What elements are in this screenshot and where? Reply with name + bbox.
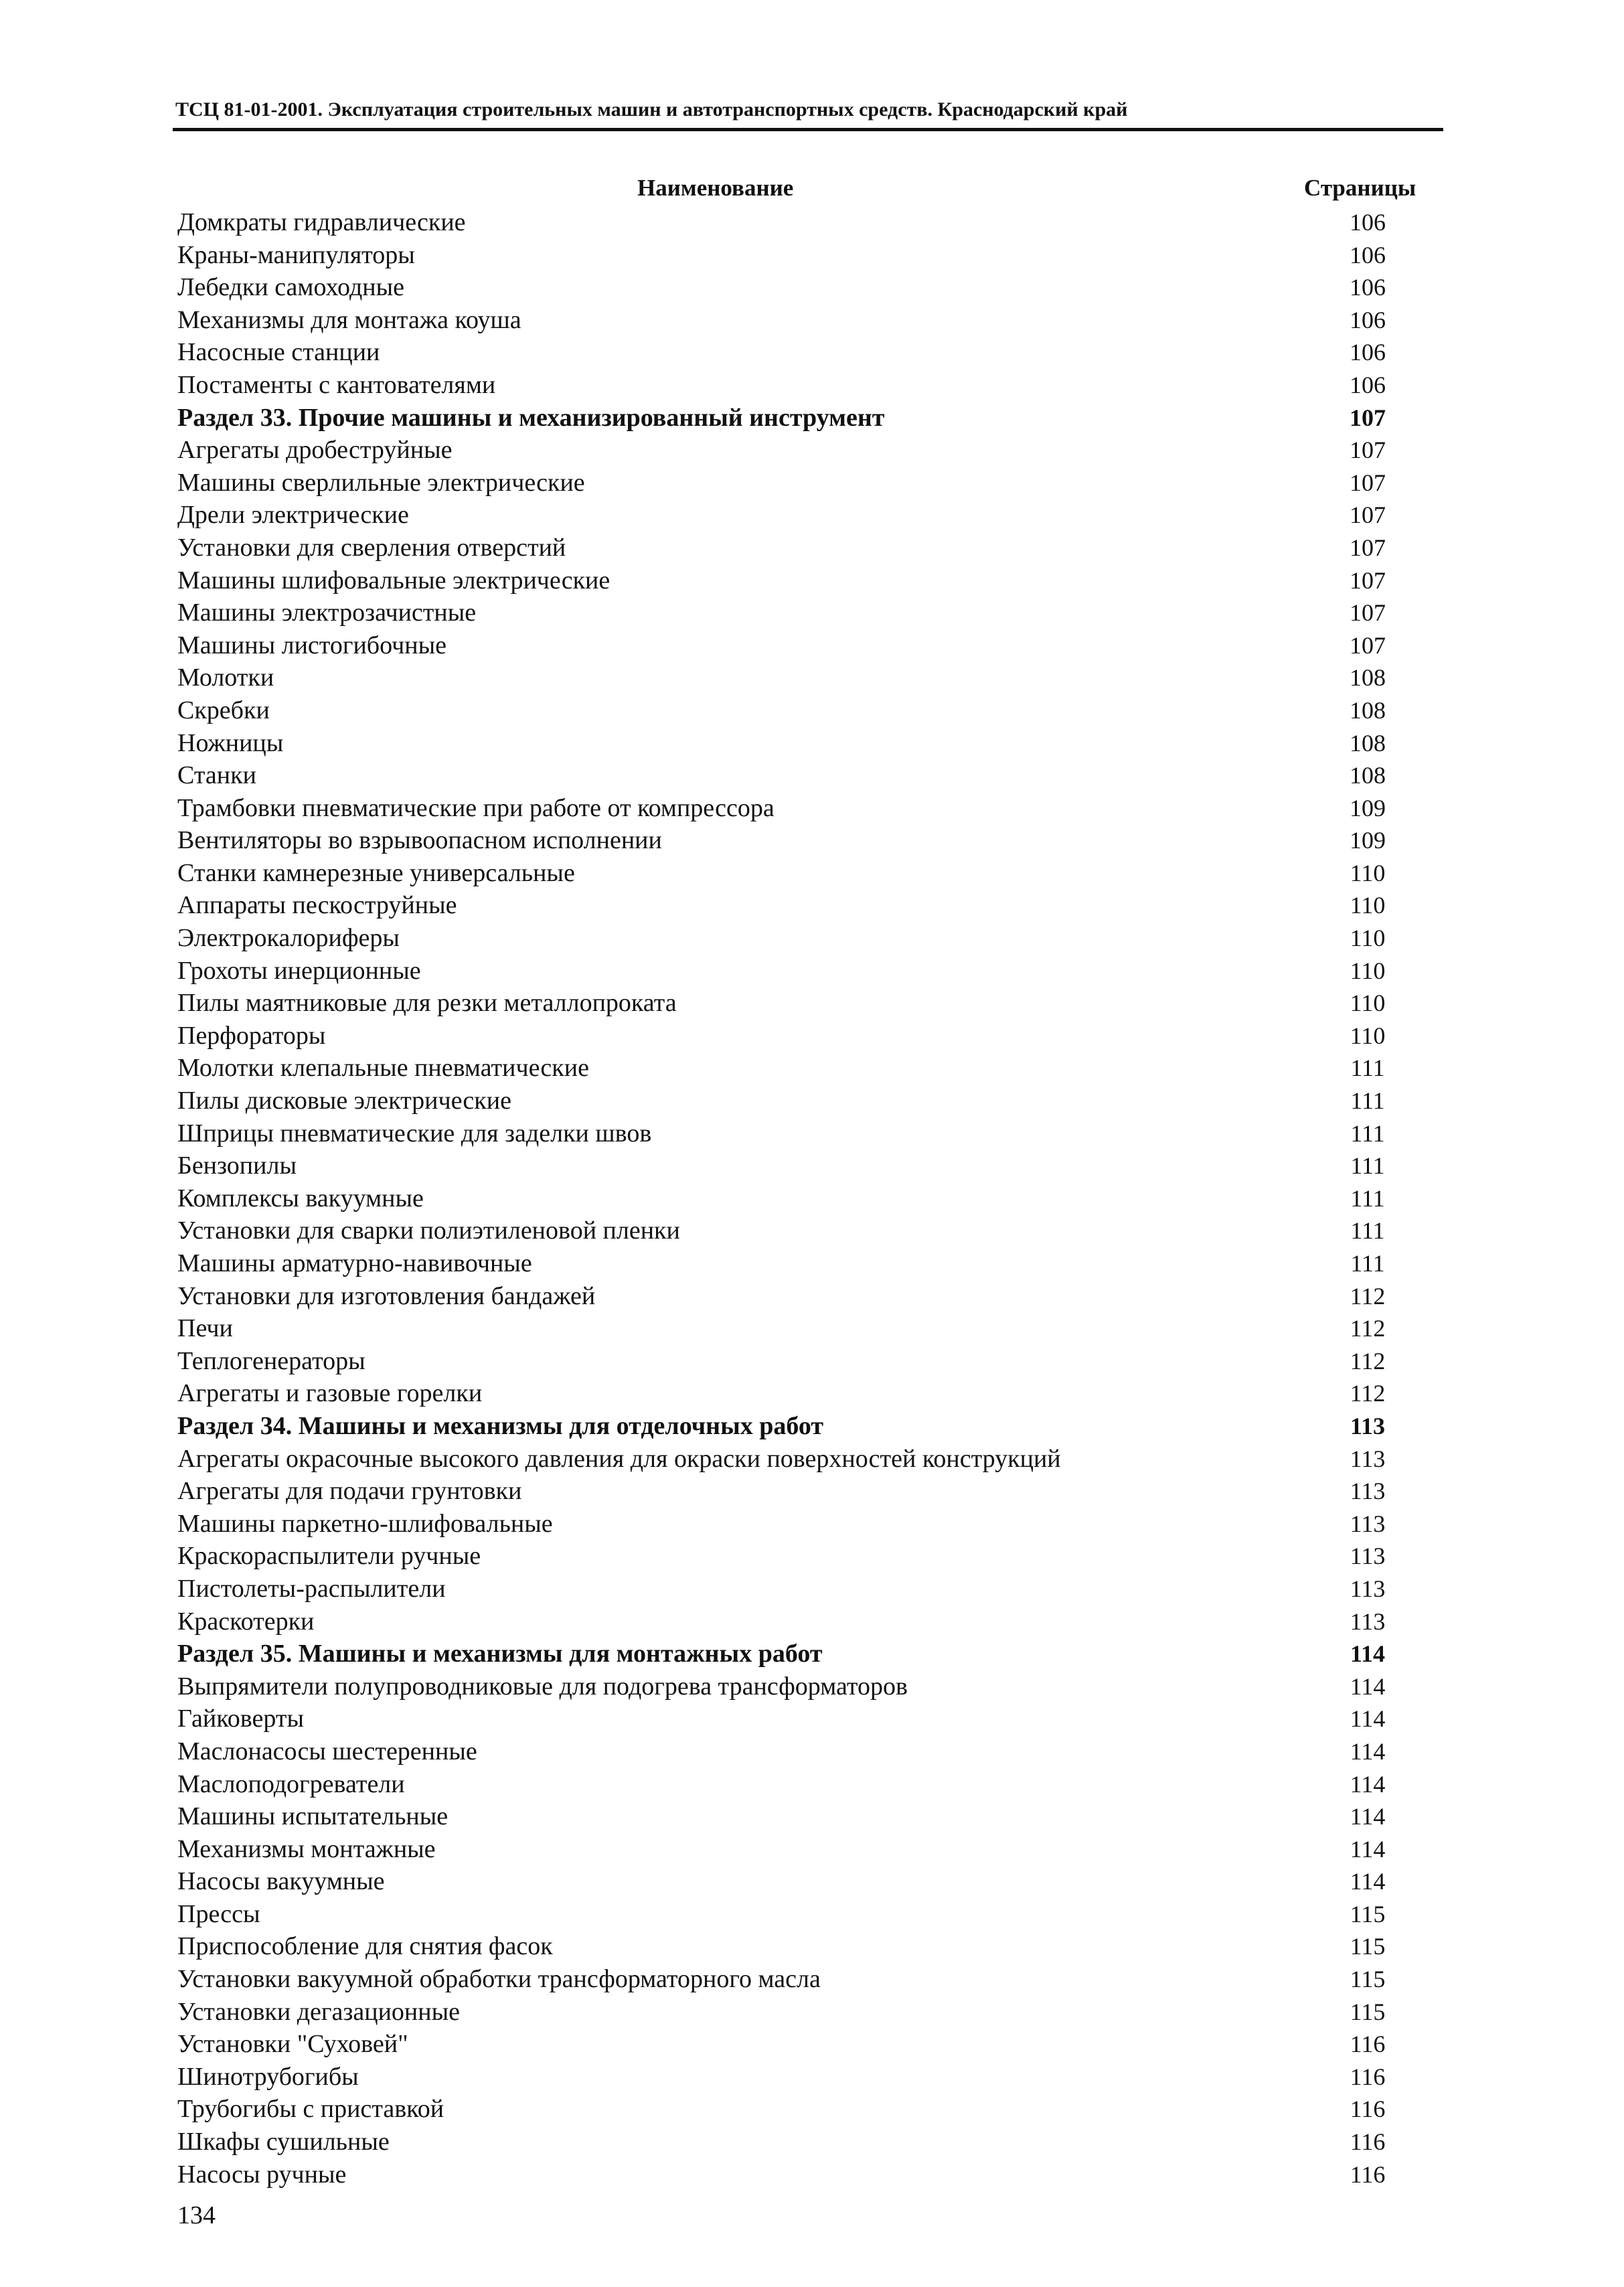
list-item (177, 2028, 1386, 2061)
entry-name: Гайковерты (177, 1705, 304, 1733)
entry-name: Станки (177, 761, 256, 790)
entry-page-number: 113 (1350, 1445, 1386, 1472)
list-item (177, 694, 1386, 727)
entry-name: Установки "Суховей" (177, 2030, 408, 2059)
list-item (177, 369, 1386, 402)
entry-page-number: 114 (1350, 1868, 1386, 1895)
list-item (177, 271, 1386, 304)
entry-name: Шинотрубогибы (177, 2062, 359, 2091)
list-item (177, 1052, 1385, 1085)
entry-name: Насосные станции (177, 338, 380, 367)
entry-page-number: 111 (1350, 1217, 1385, 1245)
list-item (177, 1703, 1386, 1735)
entry-name: Теплогенераторы (177, 1346, 366, 1375)
entry-page-number: 107 (1350, 437, 1386, 464)
list-item (177, 987, 1386, 1020)
list-item (177, 1475, 1386, 1508)
header-rule (173, 128, 1443, 131)
running-header: ТСЦ 81-01-2001. Эксплуатация строительных машин и автотранспортных средств. Краснодарский край (175, 98, 1128, 121)
list-item (177, 1963, 1386, 1996)
entry-name: Шкафы сушильные (177, 2128, 390, 2156)
entry-page-number: 110 (1350, 859, 1386, 886)
entry-name: Электрокалориферы (177, 924, 400, 953)
list-item (177, 239, 1386, 272)
entry-page-number: 114 (1350, 1737, 1386, 1765)
entry-page-number: 110 (1350, 1022, 1386, 1049)
list-item (177, 792, 1386, 825)
entry-page-number: 111 (1350, 1184, 1385, 1212)
entry-page-number: 112 (1350, 1282, 1386, 1310)
entry-page-number: 113 (1350, 1607, 1386, 1635)
entry-page-number: 116 (1350, 2063, 1386, 2090)
section-heading-row (177, 1638, 1385, 1670)
entry-page-number: 107 (1350, 469, 1386, 496)
list-item (177, 1182, 1385, 1215)
entry-name: Машины шлифовальные электрические (177, 566, 611, 595)
entry-page-number: 111 (1350, 1119, 1385, 1147)
entry-name: Установки для изготовления бандажей (177, 1281, 596, 1310)
list-item (177, 1768, 1386, 1801)
entry-name: Установки вакуумной обработки трансформаторного масла (177, 1965, 821, 1994)
list-item (177, 2093, 1386, 2126)
entry-page-number: 111 (1350, 1250, 1385, 1277)
entry-name: Перфораторы (177, 1021, 326, 1050)
entry-name: Пистолеты-распылители (177, 1574, 446, 1603)
list-item (177, 467, 1386, 499)
entry-name: Насосы вакуумные (177, 1867, 385, 1896)
entry-name: Агрегаты для подачи грунтовки (177, 1477, 522, 1506)
list-item (177, 2126, 1386, 2158)
entry-page-number: 106 (1350, 209, 1386, 236)
entry-name: Механизмы для монтажа коуша (177, 305, 521, 334)
list-item (177, 1800, 1386, 1833)
section-title: Раздел 33. Прочие машины и механизированный инструмент (177, 403, 885, 432)
list-item (177, 1345, 1386, 1378)
list-item (177, 564, 1386, 597)
entry-page-number: 109 (1350, 827, 1386, 854)
entry-page-number: 107 (1350, 631, 1386, 659)
entry-name: Шприцы пневматические для заделки швов (177, 1119, 652, 1148)
entry-page-number: 116 (1350, 2031, 1386, 2058)
list-item (177, 629, 1386, 662)
section-heading-row (177, 402, 1386, 435)
list-item (177, 1996, 1386, 2029)
entry-name: Механизмы монтажные (177, 1834, 436, 1863)
entry-page-number: 106 (1350, 371, 1386, 398)
entry-name: Прессы (177, 1899, 260, 1928)
entry-page-number: 107 (1350, 501, 1386, 529)
entry-name: Насосы ручные (177, 2160, 347, 2189)
entry-name: Машины сверлильные электрические (177, 468, 585, 497)
section-title: Раздел 34. Машины и механизмы для отделочных работ (177, 1411, 824, 1440)
entry-name: Скребки (177, 696, 270, 724)
entry-name: Грохоты инерционные (177, 956, 421, 985)
entry-name: Аппараты пескоструйные (177, 891, 457, 920)
entry-page-number: 108 (1350, 696, 1386, 724)
entry-name: Молотки (177, 663, 274, 692)
list-item (177, 1735, 1386, 1768)
entry-name: Агрегаты дробеструйные (177, 436, 453, 465)
entry-page-number: 113 (1350, 1510, 1386, 1537)
entry-name: Комплексы вакуумные (177, 1184, 424, 1212)
entry-name: Ножницы (177, 728, 284, 757)
entry-page-number: 106 (1350, 241, 1386, 268)
list-item (177, 1443, 1386, 1476)
entry-page-number: 111 (1350, 1152, 1385, 1180)
entry-page-number: 107 (1350, 599, 1386, 627)
list-item (177, 1573, 1386, 1605)
entry-page-number: 112 (1350, 1347, 1386, 1374)
list-item (177, 1150, 1385, 1182)
entry-page-number: 106 (1350, 274, 1386, 301)
list-item (177, 1865, 1386, 1898)
list-item (177, 499, 1386, 532)
entry-page-number: 116 (1350, 2128, 1386, 2156)
entry-page-number: 114 (1350, 1803, 1386, 1830)
entry-page-number: 114 (1350, 1835, 1386, 1863)
entry-page-number: 113 (1350, 1478, 1386, 1505)
entry-name: Агрегаты окрасочные высокого давления для окраски поверхностей конструкций (177, 1444, 1061, 1473)
entry-name: Агрегаты и газовые горелки (177, 1379, 483, 1408)
list-item (177, 1930, 1386, 1963)
entry-page-number: 110 (1350, 925, 1386, 952)
section-title: Раздел 35. Машины и механизмы для монтажных работ (177, 1640, 823, 1668)
entry-name: Установки для сварки полиэтиленовой пленки (177, 1216, 680, 1245)
list-item (177, 922, 1386, 955)
entry-name: Машины испытательные (177, 1802, 449, 1831)
list-item (177, 1508, 1386, 1541)
entry-page-number: 115 (1350, 1998, 1386, 2025)
entry-name: Пилы маятниковые для резки металлопроката (177, 989, 677, 1018)
entry-name: Печи (177, 1314, 233, 1343)
list-item (177, 1833, 1386, 1866)
list-item (177, 1117, 1385, 1150)
list-item (177, 727, 1386, 760)
entry-page-number: 108 (1350, 729, 1386, 757)
entry-page-number: 114 (1350, 1770, 1386, 1798)
entry-name: Станки камнерезные универсальные (177, 858, 575, 887)
entry-page-number: 115 (1350, 1933, 1386, 1960)
entry-page-number: 113 (1350, 1575, 1386, 1602)
entry-page-number: 109 (1350, 794, 1386, 821)
list-item (177, 1670, 1386, 1703)
list-item (177, 1280, 1386, 1313)
list-item (177, 1020, 1386, 1052)
entry-name: Пилы дисковые электрические (177, 1087, 511, 1115)
contents-list (177, 206, 1386, 2191)
entry-page-number: 115 (1350, 1966, 1386, 1993)
list-item (177, 1085, 1385, 1117)
list-item (177, 661, 1386, 694)
entry-page-number: 106 (1350, 339, 1386, 366)
entry-name: Установки для сверления отверстий (177, 533, 566, 562)
entry-name: Краскотерки (177, 1607, 315, 1636)
page-number: 134 (177, 2201, 216, 2229)
entry-page-number: 114 (1350, 1705, 1386, 1733)
entry-page-number: 114 (1350, 1672, 1386, 1700)
list-item (177, 857, 1386, 890)
list-item (177, 1898, 1386, 1931)
list-item (177, 434, 1386, 467)
entry-page-number: 110 (1350, 990, 1386, 1017)
list-item (177, 824, 1386, 857)
entry-page-number: 116 (1350, 2096, 1386, 2123)
entry-page-number: 106 (1350, 306, 1386, 333)
list-item (177, 2158, 1386, 2191)
entry-name: Маслоподогреватели (177, 1769, 405, 1798)
entry-page-number: 113 (1350, 1412, 1385, 1439)
entry-name: Краны-манипуляторы (177, 240, 415, 269)
list-item (177, 955, 1386, 988)
entry-page-number: 111 (1350, 1087, 1385, 1115)
list-item (177, 1312, 1386, 1345)
entry-page-number: 114 (1350, 1640, 1385, 1668)
entry-page-number: 108 (1350, 762, 1386, 789)
entry-page-number: 110 (1350, 957, 1386, 984)
entry-page-number: 113 (1350, 1543, 1386, 1570)
entry-name: Дрели электрические (177, 501, 409, 530)
section-heading-row (177, 1410, 1385, 1443)
entry-page-number: 108 (1350, 664, 1386, 692)
list-item (177, 206, 1386, 239)
entry-name: Бензопилы (177, 1152, 297, 1180)
list-item (177, 2061, 1386, 2094)
entry-name: Трамбовки пневматические при работе от компрессора (177, 793, 775, 822)
entry-page-number: 107 (1350, 534, 1386, 561)
entry-name: Машины паркетно-шлифовальные (177, 1509, 553, 1538)
entry-name: Краскораспылители ручные (177, 1542, 481, 1571)
entry-name: Машины листогибочные (177, 631, 447, 659)
entry-name: Молотки клепальные пневматические (177, 1054, 589, 1083)
entry-name: Выпрямители полупроводниковые для подогрева трансформаторов (177, 1672, 908, 1701)
entry-page-number: 107 (1350, 566, 1386, 594)
entry-name: Вентиляторы во взрывоопасном исполнении (177, 826, 662, 855)
list-item (177, 759, 1386, 792)
list-item (177, 1540, 1386, 1573)
entry-page-number: 111 (1350, 1054, 1385, 1082)
entry-name: Трубогибы с приставкой (177, 2095, 444, 2124)
list-item (177, 889, 1386, 922)
entry-name: Приспособление для снятия фасок (177, 1932, 553, 1961)
list-item (177, 1377, 1386, 1410)
list-item (177, 1214, 1385, 1247)
entry-page-number: 110 (1350, 892, 1386, 919)
entry-page-number: 112 (1350, 1315, 1386, 1342)
list-item (177, 336, 1386, 369)
list-item (177, 1605, 1386, 1638)
list-item (177, 1247, 1385, 1280)
entry-page-number: 107 (1350, 404, 1386, 431)
entry-name: Домкраты гидравлические (177, 208, 466, 236)
list-item (177, 304, 1386, 337)
entry-name: Машины электрозачистные (177, 599, 477, 627)
column-header-name: Наименование (637, 175, 794, 201)
entry-name: Постаменты с кантователями (177, 370, 496, 399)
entry-name: Лебедки самоходные (177, 273, 405, 302)
entry-name: Установки дегазационные (177, 1997, 460, 2026)
entry-page-number: 112 (1350, 1380, 1386, 1407)
column-header-pages: Страницы (1304, 175, 1416, 201)
entry-name: Машины арматурно-навивочные (177, 1249, 532, 1277)
list-item (177, 597, 1386, 629)
entry-name: Маслонасосы шестеренные (177, 1737, 477, 1765)
list-item (177, 532, 1386, 564)
entry-page-number: 116 (1350, 2160, 1386, 2188)
entry-page-number: 115 (1350, 1900, 1386, 1927)
